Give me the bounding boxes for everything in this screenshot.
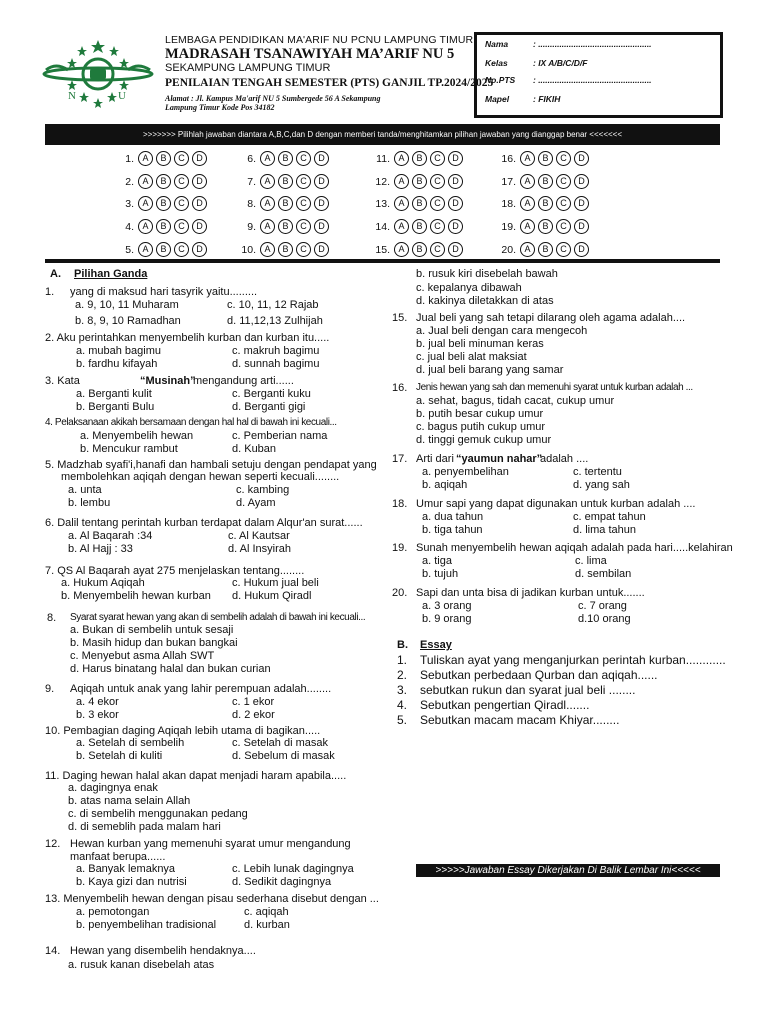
text-line: 2. [397, 668, 408, 682]
text-line: 7. QS Al Baqarah ayat 275 menjelaskan tentang........ [45, 565, 305, 577]
answer-bubble[interactable]: B [538, 151, 553, 166]
text-line: Syarat syarat hewan yang akan di sembelih adalah di bawah ini kecuali... [70, 612, 366, 623]
text-line: 15. [392, 312, 408, 324]
text-line: d. kurban [244, 919, 290, 931]
text-line: b. 8, 9, 10 Ramadhan [75, 315, 181, 327]
answer-row [364, 219, 466, 234]
answer-number: 16. [501, 152, 516, 165]
answer-bubble[interactable]: D [448, 242, 463, 257]
answer-bubble[interactable]: C [430, 242, 445, 257]
answer-row [364, 196, 466, 211]
text-line: a. dagingnya enak [68, 782, 158, 794]
answer-row [230, 219, 332, 234]
answer-bubble[interactable]: C [174, 174, 189, 189]
answer-number: 6. [247, 152, 256, 165]
text-line: 4. [397, 698, 408, 712]
answer-number: 14. [375, 220, 390, 233]
answer-number: 9. [247, 220, 256, 233]
text-line: d. Kuban [232, 443, 277, 455]
answer-number: 2. [125, 175, 134, 188]
answer-bubble[interactable]: A [260, 196, 275, 211]
text-line: c. Setelah di masak [232, 737, 328, 749]
answer-number: 12. [375, 175, 390, 188]
text-line: c. Lebih lunak dagingnya [232, 863, 354, 875]
text-line: adalah .... [540, 453, 589, 465]
text-line: b. Kaya gizi dan nutrisi [76, 876, 187, 888]
answer-bubble[interactable]: C [296, 174, 311, 189]
answer-bubble[interactable]: B [156, 174, 171, 189]
text-line: 14. [45, 945, 61, 957]
text-line: b. putih besar cukup umur [416, 408, 544, 420]
text-line: a. mubah bagimu [76, 345, 161, 357]
header-school-name: MADRASAH TSANAWIYAH MA’ARIF NU 5 [165, 46, 455, 62]
answer-number: 15. [375, 243, 390, 256]
logo-letter-u: U [118, 90, 126, 102]
answer-number: 3. [125, 197, 134, 210]
text-line: b. atas nama selain Allah [68, 795, 191, 807]
answer-number: 18. [501, 197, 516, 210]
text-line: Sebutkan perbedaan Qurban dan aqiqah...... [420, 668, 658, 682]
text-line: c. Menyebut asma Allah SWT [70, 650, 215, 662]
text-line: b. jual beli minuman keras [416, 338, 544, 350]
answer-row [490, 242, 592, 257]
text-line: a. Setelah di sembelih [76, 737, 185, 749]
text-line: c. 1 ekor [232, 696, 275, 708]
answer-bubble[interactable]: C [296, 219, 311, 234]
text-line: c. kepalanya dibawah [416, 282, 522, 294]
text-line: Sapi dan unta bisa di jadikan kurban untuk....... [416, 587, 645, 599]
text-line: 9. [45, 683, 55, 695]
text-line: 8. [47, 612, 57, 624]
text-line: b. rusuk kiri disebelah bawah [416, 268, 558, 280]
text-line: Arti dari [416, 453, 454, 465]
answer-bubble[interactable]: A [520, 242, 535, 257]
answer-row [230, 242, 332, 257]
text-line: “yaumun nahar” [456, 453, 543, 465]
answer-row [490, 151, 592, 166]
text-line: membolehkan aqiqah dengan hewan seperti kecuali........ [61, 471, 340, 483]
answer-bubble[interactable]: B [156, 151, 171, 166]
answer-bubble[interactable]: A [260, 219, 275, 234]
header-address-1: Alamat : Jl. Kampus Ma'arif NU 5 Sumbergede 56 A Sekampung [165, 94, 381, 103]
text-line: a. Berganti kulit [76, 388, 152, 400]
student-identity-box [474, 32, 723, 118]
text-line: sebutkan rukun dan syarat jual beli ........ [420, 683, 636, 697]
answer-bubble[interactable]: D [574, 242, 589, 257]
text-line: b. fardhu kifayah [76, 358, 158, 370]
text-line: c. di sembelih menggunakan pedang [68, 808, 248, 820]
answer-bubble[interactable]: B [278, 219, 293, 234]
answer-bubble[interactable]: D [314, 174, 329, 189]
answer-bubble[interactable]: D [192, 219, 207, 234]
text-line: a. pemotongan [76, 906, 150, 918]
answer-bubble[interactable]: D [574, 219, 589, 234]
text-line: b. tujuh [422, 568, 459, 580]
answer-bubble[interactable]: C [556, 174, 571, 189]
text-line: c. 7 orang [578, 600, 627, 612]
answer-bubble[interactable]: B [278, 151, 293, 166]
text-line: c. Pemberian nama [232, 430, 328, 442]
text-line: a. Al Baqarah :34 [68, 530, 153, 542]
text-line: “Musinah” [140, 375, 196, 387]
text-line: c. kambing [236, 484, 290, 496]
text-line: 13. Menyembelih hewan dengan pisau sederhana disebut dengan ... [45, 893, 379, 905]
answer-bubble[interactable]: C [174, 219, 189, 234]
essay-note-banner: >>>>>Jawaban Essay Dikerjakan Di Balik Lembar Ini<<<<< [416, 864, 720, 877]
answer-bubble[interactable]: A [138, 219, 153, 234]
answer-bubble[interactable]: C [174, 196, 189, 211]
answer-bubble[interactable]: D [314, 196, 329, 211]
answer-bubble[interactable]: D [192, 151, 207, 166]
text-line: d. Harus binatang halal dan bukan curian [70, 663, 271, 675]
answer-bubble[interactable]: D [574, 174, 589, 189]
header-exam-title: PENILAIAN TENGAH SEMESTER (PTS) GANJIL TP.2024/2025 [165, 77, 494, 89]
identity-row-no-pts[interactable]: No.PTS : ................................................ [485, 75, 652, 85]
text-line: Jenis hewan yang sah dan memenuhi syarat untuk kurban adalah ... [416, 382, 693, 393]
text-line: d. jual beli barang yang samar [416, 364, 564, 376]
text-line: d. 2 ekor [232, 709, 275, 721]
answer-row [490, 219, 592, 234]
answer-bubble[interactable]: B [412, 242, 427, 257]
text-line: B. [397, 639, 408, 651]
text-line: b. Setelah di kuliti [76, 750, 163, 762]
text-line: b. tiga tahun [422, 524, 483, 536]
answer-number: 13. [375, 197, 390, 210]
text-line: b. lembu [68, 497, 111, 509]
answer-bubble[interactable]: D [448, 196, 463, 211]
text-line: 16. [392, 382, 408, 394]
text-line: a. unta [68, 484, 102, 496]
text-line: 4. Pelaksanaan akikah bersamaan dengan hal hal di bawah ini kecuali... [45, 417, 337, 428]
text-line: b. Menyembelih hewan kurban [61, 590, 211, 602]
answer-bubble[interactable]: A [394, 219, 409, 234]
text-line: a. penyembelihan [422, 466, 509, 478]
answer-row [230, 151, 332, 166]
text-line: 3. [397, 683, 408, 697]
text-line: b. Mencukur rambut [80, 443, 178, 455]
answer-bubble[interactable]: B [412, 174, 427, 189]
text-line: a. rusuk kanan disebelah atas [68, 959, 215, 971]
text-line: 18. [392, 498, 408, 510]
answer-number: 5. [125, 243, 134, 256]
text-line: Tuliskan ayat yang menganjurkan perintah kurban............ [420, 653, 726, 667]
answer-bubble[interactable]: C [296, 151, 311, 166]
header-location: SEKAMPUNG LAMPUNG TIMUR [165, 62, 331, 74]
answer-bubble[interactable]: C [430, 151, 445, 166]
text-line: d. 11,12,13 Zulhijah [227, 315, 323, 327]
answer-bubble[interactable]: C [174, 151, 189, 166]
answer-bubble[interactable]: B [538, 174, 553, 189]
text-line: a. Banyak lemaknya [76, 863, 176, 875]
header-address-2: Lampung Timur Kode Pos 34182 [165, 103, 275, 112]
answer-bubble[interactable]: A [260, 151, 275, 166]
text-line: d. Sedikit dagingnya [232, 876, 332, 888]
answer-bubble[interactable]: C [430, 174, 445, 189]
answer-bubble[interactable]: C [296, 242, 311, 257]
answer-bubble[interactable]: B [412, 196, 427, 211]
answer-bubble[interactable]: A [394, 174, 409, 189]
text-line: a. 4 ekor [76, 696, 119, 708]
text-line: mengandung arti...... [193, 375, 294, 387]
text-line: a. Menyembelih hewan [80, 430, 194, 442]
text-line: manfaat berupa...... [70, 851, 166, 863]
text-line: 5. Madzhab syafi'i,hanafi dan hambali setuju dengan pendapat yang [45, 459, 377, 471]
answer-bubble[interactable]: B [278, 174, 293, 189]
answer-bubble[interactable]: A [520, 174, 535, 189]
answer-row [364, 242, 466, 257]
text-line: 12. [45, 838, 61, 850]
answer-bubble[interactable]: C [556, 196, 571, 211]
answer-bubble[interactable]: A [394, 151, 409, 166]
text-line: d. tinggi gemuk cukup umur [416, 434, 552, 446]
answer-bubble[interactable]: C [556, 242, 571, 257]
answer-row [108, 196, 210, 211]
answer-bubble[interactable]: A [138, 196, 153, 211]
answer-bubble[interactable]: B [412, 151, 427, 166]
text-line: Umur sapi yang dapat digunakan untuk kurban adalah .... [416, 498, 696, 510]
answer-row [108, 242, 210, 257]
answer-bubble[interactable]: D [314, 242, 329, 257]
text-line: a. 9, 10, 11 Muharam [75, 299, 179, 311]
answer-number: 7. [247, 175, 256, 188]
text-line: c. 10, 11, 12 Rajab [227, 299, 319, 311]
logo-letter-n: N [68, 90, 76, 102]
answer-bubble[interactable]: B [156, 196, 171, 211]
text-line: 11. Daging hewan halal akan dapat menjadi haram apabila..... [45, 770, 347, 782]
answer-row [490, 174, 592, 189]
text-line: Hewan yang disembelih hendaknya.... [70, 945, 256, 957]
text-line: yang di maksud hari tasyrik yaitu......... [70, 286, 258, 298]
answer-row [108, 174, 210, 189]
answer-row [108, 151, 210, 166]
text-line: d. sembilan [575, 568, 632, 580]
answer-row [364, 174, 466, 189]
answer-bubble[interactable]: D [192, 196, 207, 211]
answer-bubble[interactable]: A [260, 242, 275, 257]
text-line: d.10 orang [578, 613, 631, 625]
answer-bubble[interactable]: D [574, 196, 589, 211]
text-line: a. Bukan di sembelih untuk sesaji [70, 624, 234, 636]
text-line: c. aqiqah [244, 906, 289, 918]
answer-bubble[interactable]: B [538, 242, 553, 257]
answer-bubble[interactable]: C [174, 242, 189, 257]
text-line: 6. Dalil tentang perintah kurban terdapat dalam Alqur'an surat...... [45, 517, 363, 529]
text-line: d. Hukum Qiradl [232, 590, 312, 602]
text-line: c. Al Kautsar [228, 530, 290, 542]
answer-bubble[interactable]: D [574, 151, 589, 166]
text-line: 2. Aku perintahkan menyembelih kurban dan kurban itu..... [45, 332, 330, 344]
header-institution: LEMBAGA PENDIDIKAN MA'ARIF NU PCNU LAMPUNG TIMUR [165, 34, 474, 46]
text-line: b. 3 ekor [76, 709, 119, 721]
answer-number: 4. [125, 220, 134, 233]
answer-bubble[interactable]: B [538, 196, 553, 211]
text-line: Sunah menyembelih hewan aqiqah adalah pada hari.....kelahiran [416, 542, 733, 554]
text-line: a. tiga [422, 555, 452, 567]
text-line: Aqiqah untuk anak yang lahir perempuan adalah........ [70, 683, 332, 695]
answer-bubble[interactable]: A [138, 242, 153, 257]
text-line: c. bagus putih cukup umur [416, 421, 546, 433]
text-line: d. yang sah [573, 479, 630, 491]
text-line: Hewan kurban yang memenuhi syarat umur mengandung [70, 838, 351, 850]
answer-bubble[interactable]: D [448, 174, 463, 189]
text-line: c. empat tahun [573, 511, 646, 523]
text-line: b. Masih hidup dan bukan bangkai [70, 637, 238, 649]
text-line: 1. [397, 653, 408, 667]
answer-row [108, 219, 210, 234]
text-line: d. kakinya diletakkan di atas [416, 295, 554, 307]
answer-number: 19. [501, 220, 516, 233]
answer-row [364, 151, 466, 166]
text-line: 3. Kata [45, 375, 80, 387]
answer-bubble[interactable]: A [138, 151, 153, 166]
identity-row-kelas[interactable]: Kelas : IX A/B/C/D/F [485, 58, 588, 68]
answer-bubble[interactable]: A [394, 242, 409, 257]
text-line: b. Berganti Bulu [76, 401, 155, 413]
answer-bubble[interactable]: B [156, 242, 171, 257]
instruction-banner: >>>>>>> Pilihlah jawaban diantara A,B,C,dan D dengan memberi tanda/menghitamkan pilihan jawaban yang dianggap benar <<<<<<< [45, 124, 720, 145]
text-line: d. Berganti gigi [232, 401, 306, 413]
answer-bubble[interactable]: A [138, 174, 153, 189]
text-line: d. Ayam [236, 497, 276, 509]
text-line: c. lima [575, 555, 607, 567]
answer-bubble[interactable]: D [448, 151, 463, 166]
answer-bubble[interactable]: D [314, 151, 329, 166]
answer-bubble[interactable]: D [314, 219, 329, 234]
answer-bubble[interactable]: B [412, 219, 427, 234]
answer-bubble[interactable]: D [192, 242, 207, 257]
answer-bubble[interactable]: B [278, 196, 293, 211]
text-line: 17. [392, 453, 408, 465]
text-line: a. dua tahun [422, 511, 484, 523]
text-line: a. Hukum Aqiqah [61, 577, 145, 589]
answer-bubble[interactable]: C [430, 219, 445, 234]
answer-number: 1. [125, 152, 134, 165]
text-line: Pilihan Ganda [74, 268, 148, 280]
text-line: 5. [397, 713, 408, 727]
answer-bubble[interactable]: A [260, 174, 275, 189]
identity-row-nama[interactable]: Nama : ................................................ [485, 39, 652, 49]
text-line: a. 3 orang [422, 600, 472, 612]
text-line: 20. [392, 587, 408, 599]
answer-row [490, 196, 592, 211]
text-line: b. Al Hajj : 33 [68, 543, 133, 555]
answer-bubble[interactable]: D [192, 174, 207, 189]
answer-bubble[interactable]: C [556, 151, 571, 166]
text-line: c. jual beli alat maksiat [416, 351, 527, 363]
text-line: c. Berganti kuku [232, 388, 311, 400]
answer-number: 8. [247, 197, 256, 210]
text-line: b. penyembelihan tradisional [76, 919, 217, 931]
text-line: 1. [45, 286, 55, 298]
identity-row-mapel[interactable]: Mapel : FIKIH [485, 94, 561, 104]
text-line: Sebutkan macam macam Khiyar........ [420, 713, 620, 727]
answer-bubble[interactable]: D [448, 219, 463, 234]
answer-bubble[interactable]: A [394, 196, 409, 211]
answer-bubble[interactable]: B [538, 219, 553, 234]
answer-bubble[interactable]: C [430, 196, 445, 211]
answer-bubble[interactable]: C [296, 196, 311, 211]
answer-bubble[interactable]: B [156, 219, 171, 234]
text-line: c. Hukum jual beli [232, 577, 319, 589]
text-line: Jual beli yang sah tetapi dilarang oleh agama adalah.... [416, 312, 686, 324]
text-line: b. 9 orang [422, 613, 472, 625]
nu-logo [42, 38, 154, 110]
text-line: d. Sebelum di masak [232, 750, 335, 762]
text-line: a. Jual beli dengan cara mengecoh [416, 325, 588, 337]
answer-row [230, 196, 332, 211]
text-line: c. tertentu [573, 466, 622, 478]
answer-bubble[interactable]: A [520, 151, 535, 166]
text-line: d. Al Insyirah [228, 543, 291, 555]
text-line: 10. Pembagian daging Aqiqah lebih utama di bagikan..... [45, 725, 321, 737]
answer-number: 11. [376, 152, 390, 165]
answer-bubble[interactable]: C [556, 219, 571, 234]
answer-number: 17. [501, 175, 516, 188]
text-line: A. [50, 268, 61, 280]
text-line: c. makruh bagimu [232, 345, 320, 357]
answer-number: 10. [241, 243, 256, 256]
answer-bubble[interactable]: B [278, 242, 293, 257]
text-line: d. lima tahun [573, 524, 636, 536]
text-line: a. sehat, bagus, tidah cacat, cukup umur [416, 395, 615, 407]
answer-bubble[interactable]: A [520, 196, 535, 211]
text-line: d. sunnah bagimu [232, 358, 320, 370]
text-line: 19. [392, 542, 408, 554]
text-line: Sebutkan pengertian Qiradl....... [420, 698, 590, 712]
text-line: d. di semeblih pada malam hari [68, 821, 221, 833]
text-line: Essay [420, 639, 452, 651]
answer-row [230, 174, 332, 189]
section-divider [45, 259, 720, 263]
answer-bubble[interactable]: A [520, 219, 535, 234]
answer-number: 20. [501, 243, 516, 256]
text-line: b. aqiqah [422, 479, 468, 491]
